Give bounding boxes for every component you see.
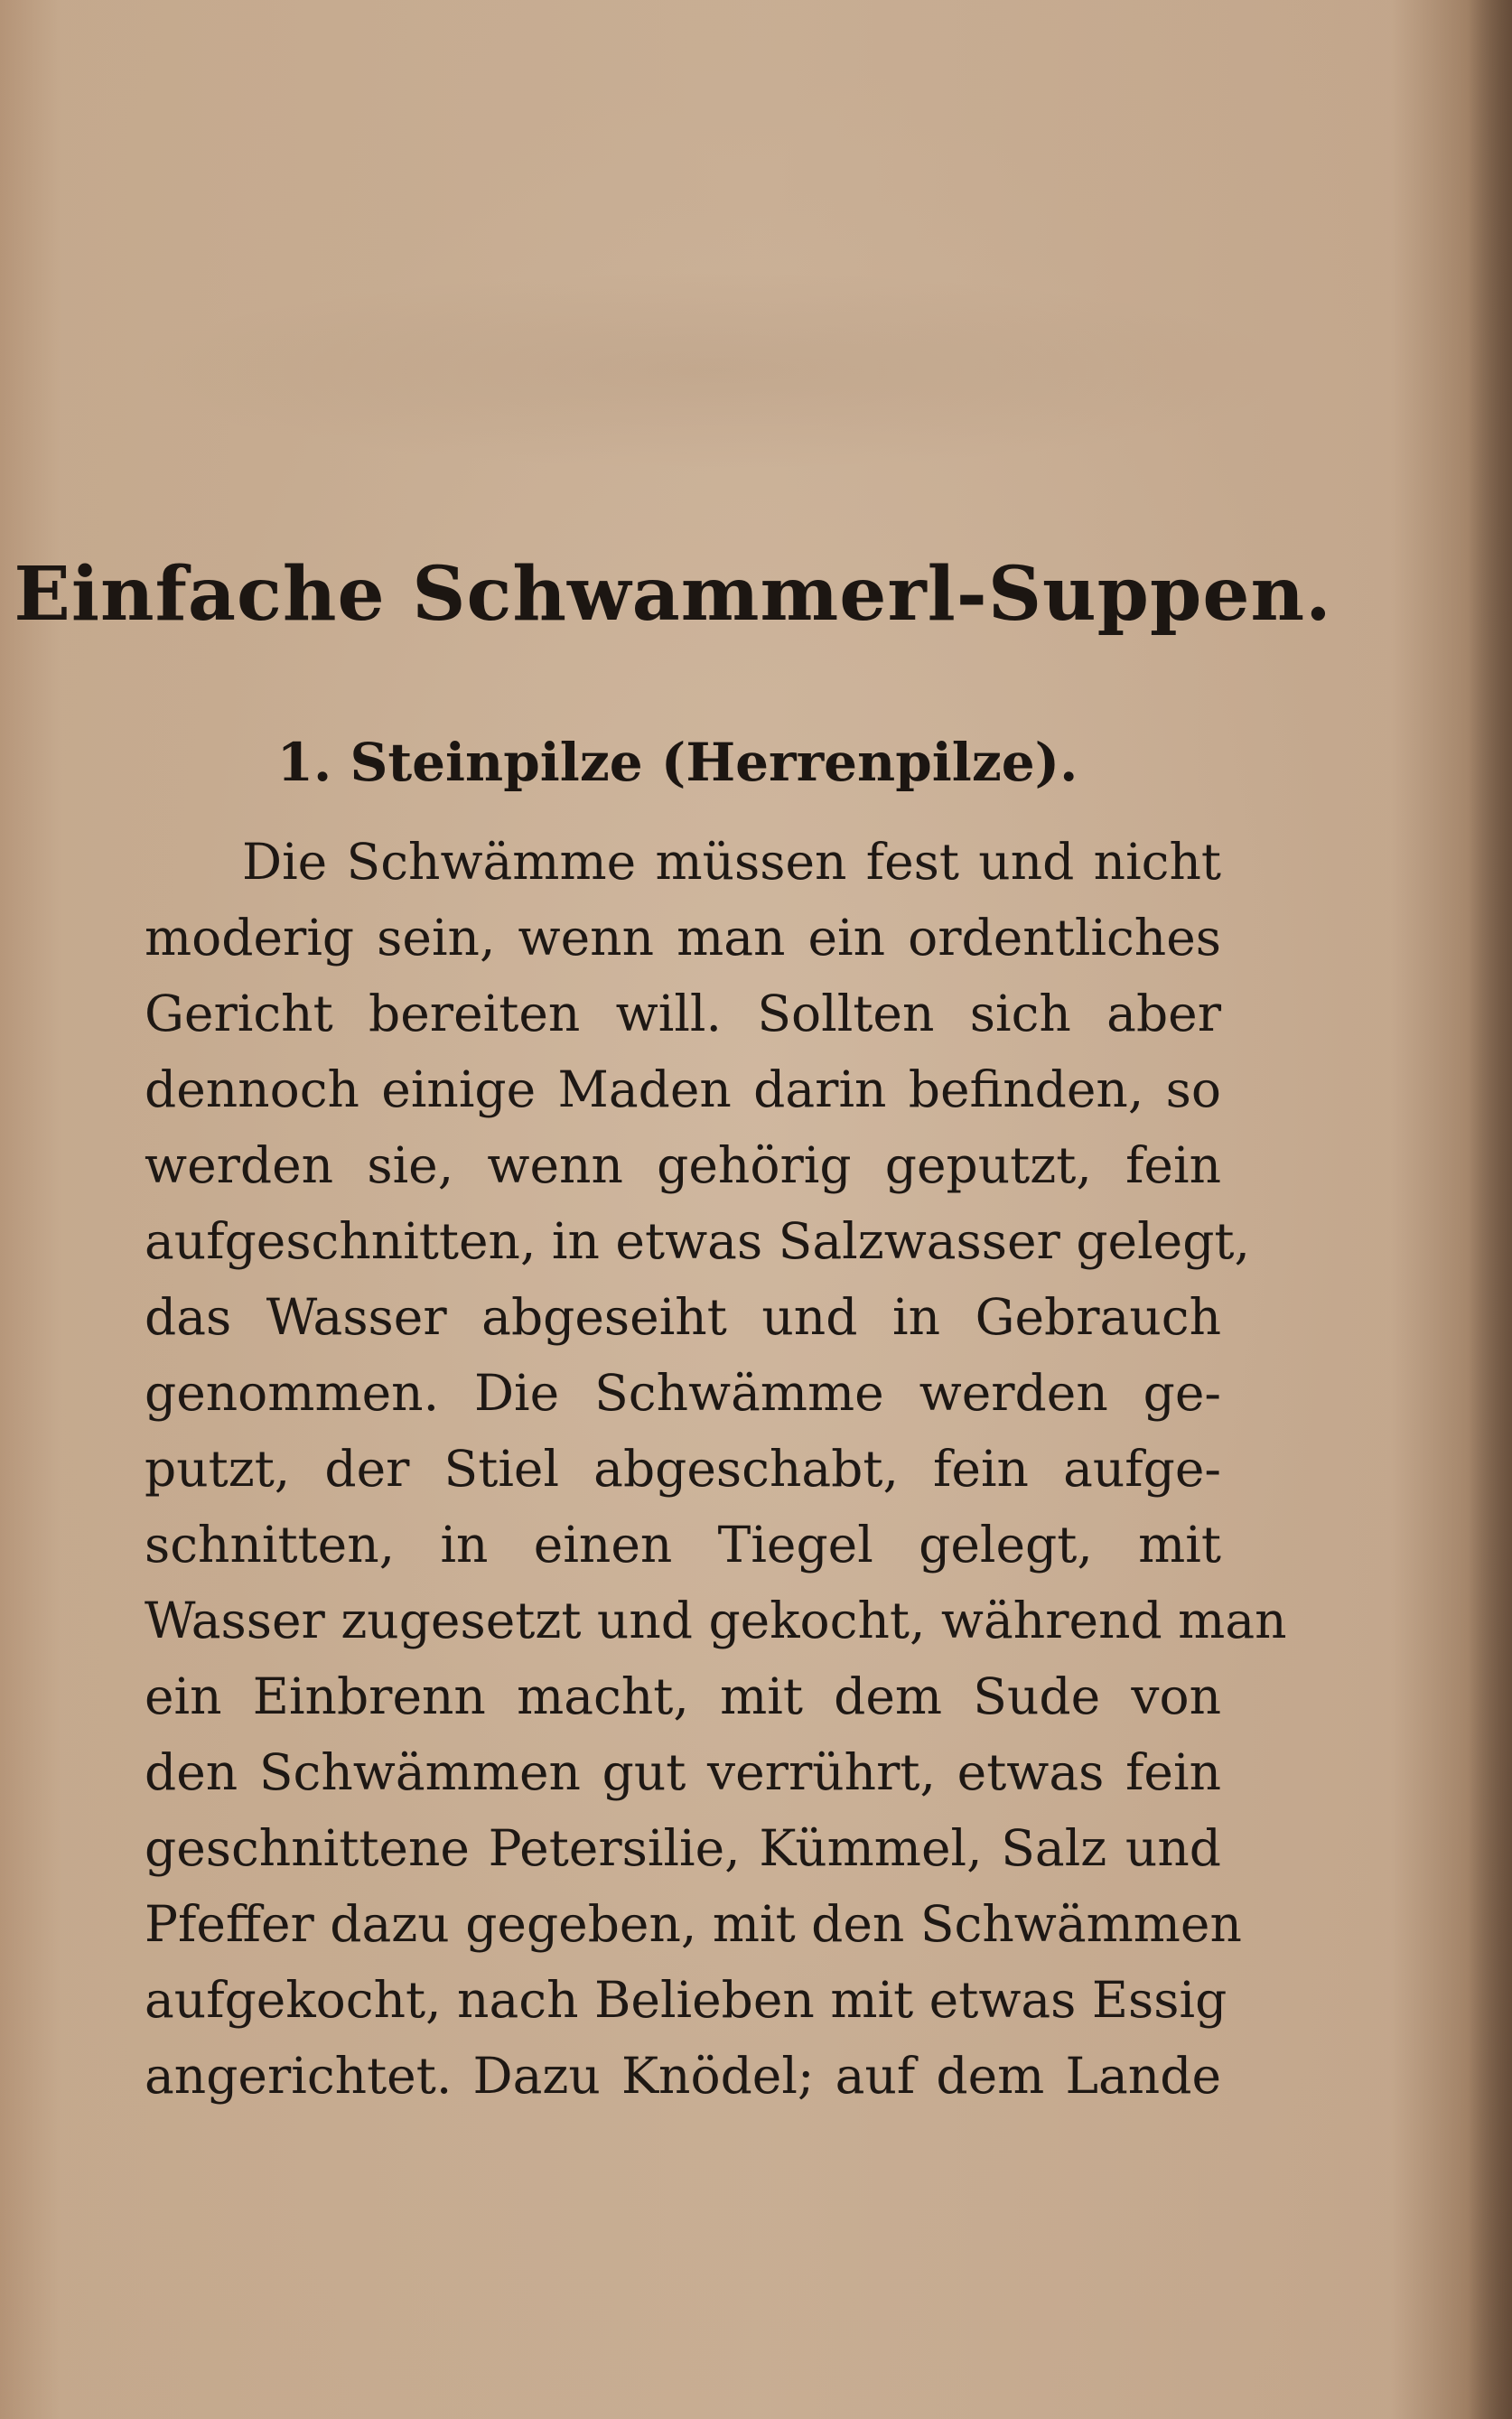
paragraph-line: den Schwämmen gut verrührt, etwas fein bbox=[145, 1743, 1221, 1801]
paragraph-line: Pfeffer dazu gegeben, mit den Schwämmen bbox=[145, 1895, 1242, 1953]
page-title: Einfache Schwammerl-Suppen. bbox=[14, 551, 1332, 638]
paragraph-line: aufgekocht, nach Belieben mit etwas Essig bbox=[145, 1971, 1227, 2029]
paragraph-line: aufgeschnitten, in etwas Salzwasser gelegt, bbox=[145, 1212, 1251, 1270]
paragraph-line: Gericht bereiten will. Sollten sich aber bbox=[145, 985, 1221, 1042]
section-heading bbox=[0, 732, 1355, 793]
paragraph-line: schnitten, in einen Tiegel gelegt, mit bbox=[145, 1516, 1221, 1574]
paragraph-line: putzt, der Stiel abgeschabt, fein aufge- bbox=[145, 1440, 1221, 1498]
paragraph-line: Die Schwämme müssen fest und nicht bbox=[242, 833, 1221, 891]
section-number: 1. bbox=[276, 732, 332, 793]
paragraph-line: genommen. Die Schwämme werden ge- bbox=[145, 1364, 1221, 1422]
paragraph-line: Wasser zugesetzt und gekocht, während man bbox=[145, 1592, 1287, 1649]
paragraph-line: moderig sein, wenn man ein ordentliches bbox=[145, 909, 1221, 967]
paragraph-line: angerichtet. Dazu Knödel; auf dem Lande bbox=[145, 2047, 1221, 2105]
paragraph-line: werden sie, wenn gehörig geputzt, fein bbox=[145, 1136, 1221, 1194]
paper-stain bbox=[126, 271, 1301, 470]
recipe-paragraph bbox=[145, 824, 1287, 2114]
paragraph-line: das Wasser abgeseiht und in Gebrauch bbox=[145, 1288, 1221, 1346]
section-alt-name: (Herrenpilze). bbox=[660, 732, 1078, 793]
paragraph-line: geschnittene Petersilie, Kümmel, Salz und bbox=[145, 1819, 1221, 1877]
paragraph-line: dennoch einige Maden darin befinden, so bbox=[145, 1060, 1221, 1118]
section-name: Steinpilze bbox=[350, 732, 643, 793]
paragraph-line: ein Einbrenn macht, mit dem Sude von bbox=[145, 1667, 1221, 1725]
